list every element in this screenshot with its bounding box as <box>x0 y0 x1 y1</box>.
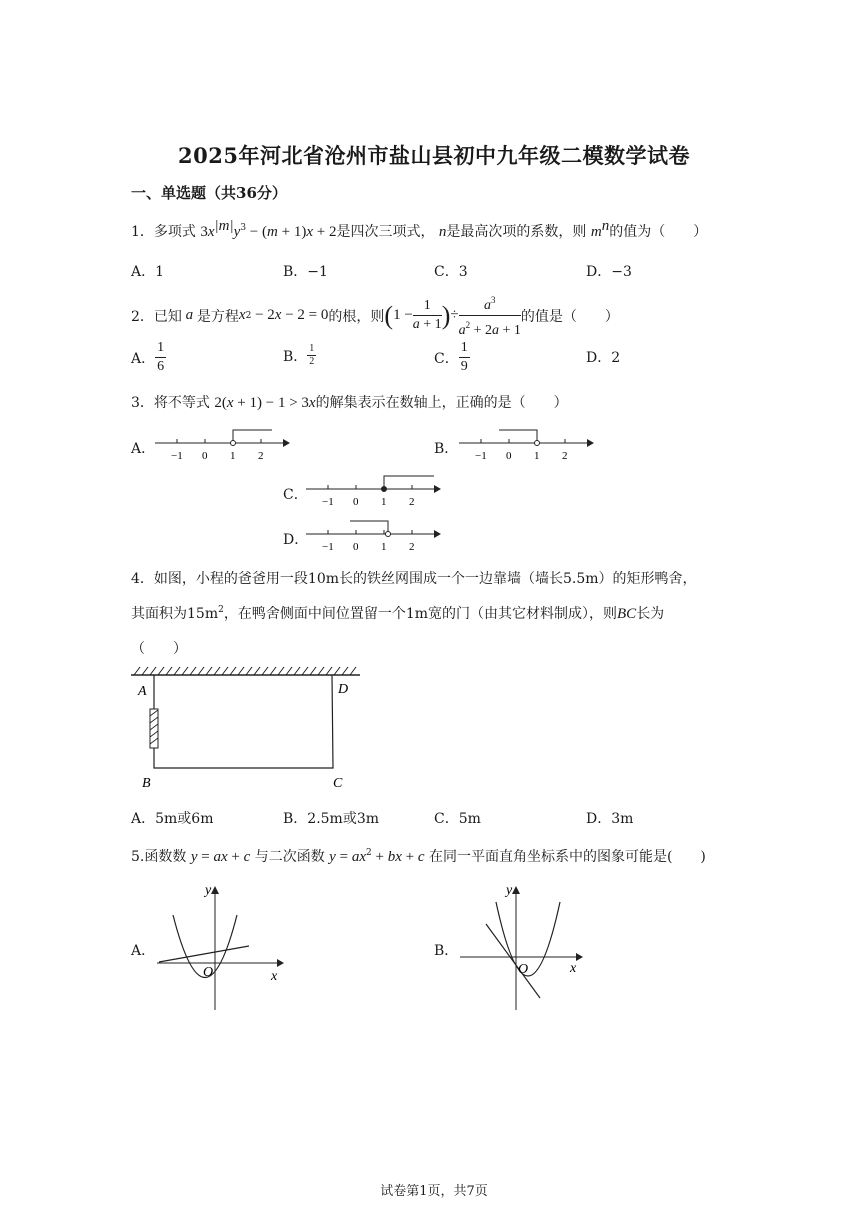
question-text: 是方程 <box>196 308 239 325</box>
svg-text:x: x <box>271 969 278 984</box>
svg-text:x: x <box>570 961 577 976</box>
tick-label: 2 <box>409 541 415 553</box>
question-number: 3． <box>131 395 154 411</box>
question-text: 是四次三项式， <box>336 224 435 240</box>
q3-option-a-numberline <box>155 425 290 465</box>
svg-text:y: y <box>205 883 212 898</box>
question-4-line1: 4．如图，小程的爸爸用一段10m长的铁丝网围成一个一边靠墙（墙长5.5m）的矩形鸭舍， <box>131 571 697 587</box>
tick-label: 0 <box>202 450 208 462</box>
tick-label: 2 <box>258 450 264 462</box>
q4-option-c[interactable]: C．5m <box>434 811 481 827</box>
question-text: 的值为（ ） <box>609 224 708 240</box>
tick-label: −1 <box>322 541 334 553</box>
duck-pen-figure <box>128 664 368 794</box>
question-1: 1．多项式 $3x^{|m|}y^3 - (m + 1)x + 2$是四次三项式， n是最高次项的系数，则 $m^n$的值为（ ） <box>131 218 708 240</box>
q3-option-b-label[interactable]: B． <box>434 441 459 457</box>
q3-option-a-label[interactable]: A． <box>131 441 156 457</box>
q3-option-d-label[interactable]: D． <box>283 532 309 548</box>
q4-option-b[interactable]: B．2.5m或3m <box>283 811 380 827</box>
tick-label: −1 <box>322 496 334 508</box>
question-text: 是最高次项的系数，则 <box>446 224 587 240</box>
q2-option-d[interactable]: D．2 <box>586 350 621 366</box>
tick-label: 0 <box>353 541 359 553</box>
tick-label: 0 <box>506 450 512 462</box>
tick-label: 1 <box>381 541 387 553</box>
tick-label: −1 <box>171 450 183 462</box>
svg-text:y: y <box>506 883 513 898</box>
tick-label: 0 <box>353 496 359 508</box>
page-footer: 试卷第1页，共7页 <box>380 1184 488 1199</box>
question-2: 2． 已知 a 是方程 x 2 − 2 x − 2 = 0 的根，则 ( 1 − $\frac{1}{a + 1}$ ) ÷ $\frac{a^3}{a^2 + 2a + 1}$ 的值是（ ） <box>131 291 619 340</box>
question-4-paren: （ ） <box>131 641 187 657</box>
q1-option-d[interactable]: D．−3 <box>586 264 632 280</box>
q1-option-c[interactable]: C．3 <box>434 264 468 280</box>
section-heading: 一、单选题（共36分） <box>131 184 287 202</box>
q5-option-a-graph <box>155 880 290 1015</box>
q1-option-a[interactable]: A．1 <box>131 264 165 280</box>
svg-text:O: O <box>203 965 214 980</box>
question-text: 的解集表示在数轴上，正确的是（ ） <box>315 395 568 411</box>
tick-label: 1 <box>230 450 236 462</box>
wall-hatching <box>134 667 356 675</box>
q4-option-a[interactable]: A．5m或6m <box>131 811 214 827</box>
q2-option-a[interactable]: A． $\frac{1}{6}$ <box>131 340 165 374</box>
question-text: 将不等式 <box>153 395 210 411</box>
tick-label: −1 <box>475 450 487 462</box>
point-label-c: C <box>333 776 343 791</box>
point-label-b: B <box>142 776 151 791</box>
point-label-d: D <box>338 682 349 697</box>
tick-label: 2 <box>562 450 568 462</box>
question-text: 的根，则 <box>328 308 385 325</box>
q1-option-b[interactable]: B．−1 <box>283 264 328 280</box>
tick-label: 1 <box>381 496 387 508</box>
question-5: 5.函数数 y = ax + c 与二次函数 $y = ax^2$ + bx + c 在同一平面直角坐标系中的图象可能是( ) <box>131 848 706 865</box>
q4-option-d[interactable]: D．3m <box>586 811 634 827</box>
question-text: 的值是（ ） <box>520 308 619 325</box>
q5-option-a-label[interactable]: A． <box>131 943 156 959</box>
question-number: 1． <box>131 224 154 240</box>
q5-option-b-graph <box>458 880 593 1015</box>
question-3: 3．将不等式 2(x + 1) − 1 > 3x的解集表示在数轴上，正确的是（ ） <box>131 395 568 411</box>
tick-label: 2 <box>409 496 415 508</box>
q3-option-b-numberline <box>459 425 594 465</box>
q5-option-b-label[interactable]: B． <box>434 943 459 959</box>
q2-option-c[interactable]: C． $\frac{1}{9}$ <box>434 340 468 374</box>
question-number: 2． <box>131 308 154 325</box>
page-title: 2025年河北省沧州市盐山县初中九年级二模数学试卷 <box>178 143 690 168</box>
svg-text:O: O <box>518 962 529 977</box>
question-text: 已知 <box>153 308 182 325</box>
tick-label: 1 <box>534 450 540 462</box>
q2-option-b[interactable]: B． $\frac{1}{2}$ <box>283 343 315 367</box>
question-text: 多项式 <box>153 224 196 240</box>
q3-option-c-label[interactable]: C． <box>283 487 308 503</box>
question-4-line2: 其面积为$15m^2$，在鸭舍侧面中间位置留一个1m宽的门（由其它材料制成），则BC长为 <box>131 605 665 622</box>
q3-option-c-numberline <box>306 471 441 511</box>
point-label-a: A <box>138 684 147 699</box>
q3-option-d-numberline <box>306 516 441 556</box>
